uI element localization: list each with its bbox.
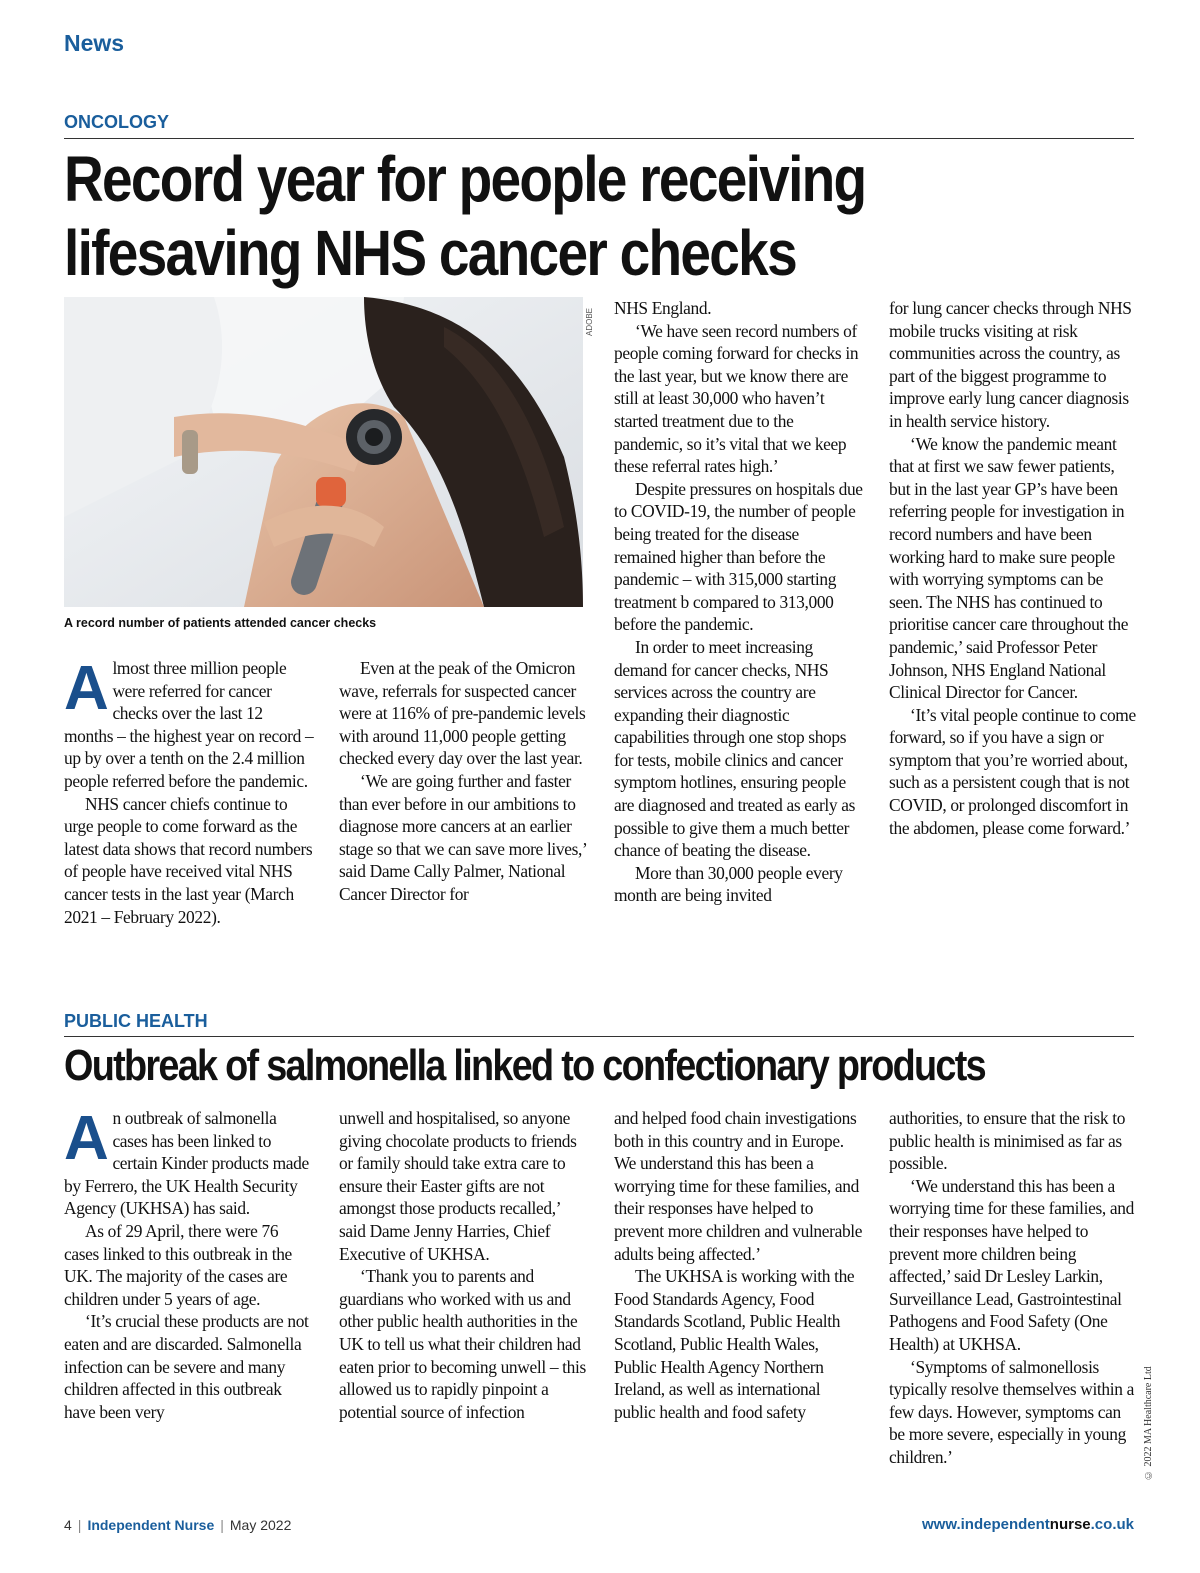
- article1-col3-paragraph-3: Despite pressures on hospitals due to COVID-19, the number of people being treated for the disease remained higher than before the pandemic – with 315,000 starting treatment b compared to 313,000 before the pandemic.: [614, 478, 863, 635]
- article1-col3-paragraph-2: ‘We have seen record numbers of people coming forward for checks in the last year, but we know there are still at least 30,000 who haven’t started treatment due to the pandemic, so it’s vital that we keep these referral rates high.’: [614, 320, 859, 477]
- page-number: 4: [64, 1517, 72, 1533]
- article1-kicker: ONCOLOGY: [64, 112, 170, 132]
- article2-rule: [64, 1036, 1134, 1037]
- article1-rule: [64, 138, 1134, 139]
- article2-headline: Outbreak of salmonella linked to confectionary products: [64, 1041, 985, 1090]
- article1-col4-paragraph-3: ‘It’s vital people continue to come forward, so if you have a sign or symptom that you’re worried about, such as a persistent cough that is not COVID, or prolonged discomfort in the abdomen, please come forward.’: [889, 704, 1136, 838]
- article2-column-3: [614, 1107, 864, 1423]
- article2-col1-paragraph-2: As of 29 April, there were 76 cases linked to this outbreak in the UK. The majority of the cases are children under 5 years of age.: [64, 1220, 292, 1309]
- article1-column-3: [614, 297, 864, 907]
- article2-col2-paragraph-1: unwell and hospitalised, so anyone giving chocolate products to friends or family should take extra care to ensure their Easter gifts are not amongst those products recalled,’ said Dame Jenny Harries, Chief Executive of UKHSA.: [339, 1108, 577, 1264]
- article2-kicker: PUBLIC HEALTH: [64, 1011, 208, 1031]
- article1-col1-paragraph-2: NHS cancer chiefs continue to urge people to come forward as the latest data shows that record numbers of people have received vital NHS cancer tests in the last year (March 2021 – February 2022).: [64, 793, 313, 927]
- footer-left: 4 | Independent Nurse | May 2022: [64, 1517, 292, 1533]
- website-link[interactable]: www.independentnurse.co.uk: [922, 1516, 1134, 1533]
- article1-col4-paragraph-2: ‘We know the pandemic meant that at first we saw fewer patients, but in the last year GP’s have been referring people for investigation in record numbers and have been working hard to make sure people with worrying symptoms can be seen. The NHS has continued to prioritise cancer care throughout the pandemic,’ said Professor Peter Johnson, NHS England National Clinical Director for Cancer.: [889, 433, 1129, 703]
- article2-column-4: [889, 1107, 1139, 1469]
- article2-col4-paragraph-2: ‘We understand this has been a worrying time for these families, and their responses have helped to prevent more children being affected,’ said Dr Lesley Larkin, Surveillance Lead, Gastrointestinal Pathogens and Food Safety (One Health) at UKHSA.: [889, 1175, 1134, 1354]
- photo-credit: ADOBE: [585, 307, 594, 336]
- article1-col2-paragraph-2: ‘We are going further and faster than ever before in our ambitions to diagnose more cancers at an earlier stage so that we can save more lives,’ said Dame Cally Palmer, National Cancer Director for: [339, 770, 587, 904]
- dropcap: A: [64, 1104, 109, 1173]
- photo-caption: A record number of patients attended cancer checks: [64, 616, 377, 630]
- article2-col3-paragraph-1: and helped food chain investigations both in this country and in Europe. We understand this has been a worrying time for these families, and their responses have helped to prevent more children and vulnerable adults being affected.’: [614, 1108, 863, 1264]
- article-photo: [64, 297, 583, 607]
- article2-col3-paragraph-2: The UKHSA is working with the Food Standards Agency, Food Standards Scotland, Public Health Scotland, Public Health Wales, Public Health Agency Northern Ireland, as well as international public health and food safety: [614, 1266, 855, 1422]
- copyright-notice: © 2022 MA Healthcare Ltd: [1143, 1366, 1154, 1480]
- article2-column-1: [64, 1104, 314, 1423]
- article2-col4-paragraph-3: ‘Symptoms of salmonellosis typically resolve themselves within a few days. However, symptoms can be more severe, especially in young children.’: [889, 1356, 1134, 1467]
- article2-column-2: [339, 1107, 589, 1423]
- article1-column-1: [64, 654, 314, 928]
- article1-col3-paragraph-1: NHS England.: [614, 298, 712, 318]
- article1-col4-paragraph-1: for lung cancer checks through NHS mobile trucks visiting at risk communities across the country, as part of the biggest programme to improve early lung cancer diagnosis in health service history.: [889, 298, 1132, 431]
- article2-col2-paragraph-2: ‘Thank you to parents and guardians who worked with us and other public health authorities in the UK to tell us what their children had eaten prior to becoming unwell – this allowed us to rapidly pinpoint a potential source of infection: [339, 1266, 586, 1422]
- publication-name: Independent Nurse: [87, 1517, 215, 1533]
- article2-col1-paragraph-1: An outbreak of salmonella cases has been linked to certain Kinder products made by Ferrero, the UK Health Security Agency (UKHSA) has said.: [64, 1104, 309, 1219]
- article1-column-2: [339, 657, 589, 906]
- article1-column-4: [889, 297, 1139, 839]
- article1-headline: Record year for people receiving lifesaving NHS cancer checks: [64, 143, 866, 289]
- dermatoscope-exam-illustration: [64, 297, 583, 607]
- article1-col2-paragraph-1: Even at the peak of the Omicron wave, referrals for suspected cancer were at 116% of pre-pandemic levels with around 11,000 people getting checked every day over the last year.: [339, 658, 586, 769]
- article1-col3-paragraph-4: In order to meet increasing demand for cancer checks, NHS services across the country are expanding their diagnostic capabilities through one stop shops for tests, mobile clinics and cancer symptom hotlines, ensuring people are diagnosed and treated as early as possible to give them a much better chance of beating the disease.: [614, 636, 856, 861]
- article2-col4-paragraph-1: authorities, to ensure that the risk to public health is minimised as far as possible.: [889, 1108, 1126, 1174]
- dropcap: A: [64, 654, 109, 723]
- article1-col3-paragraph-5: More than 30,000 people every month are being invited: [614, 862, 843, 906]
- article1-col1-paragraph-1: Almost three million people were referred for cancer checks over the last 12 months – the highest year on record – up by over a tenth on the 2.4 million people referred before the pandemic.: [64, 654, 314, 791]
- article2-col1-paragraph-3: ‘It’s crucial these products are not eaten and are discarded. Salmonella infection can be severe and many children affected in this outbreak have been very: [64, 1311, 309, 1422]
- issue-date: May 2022: [229, 1517, 292, 1533]
- section-label: News: [64, 30, 125, 56]
